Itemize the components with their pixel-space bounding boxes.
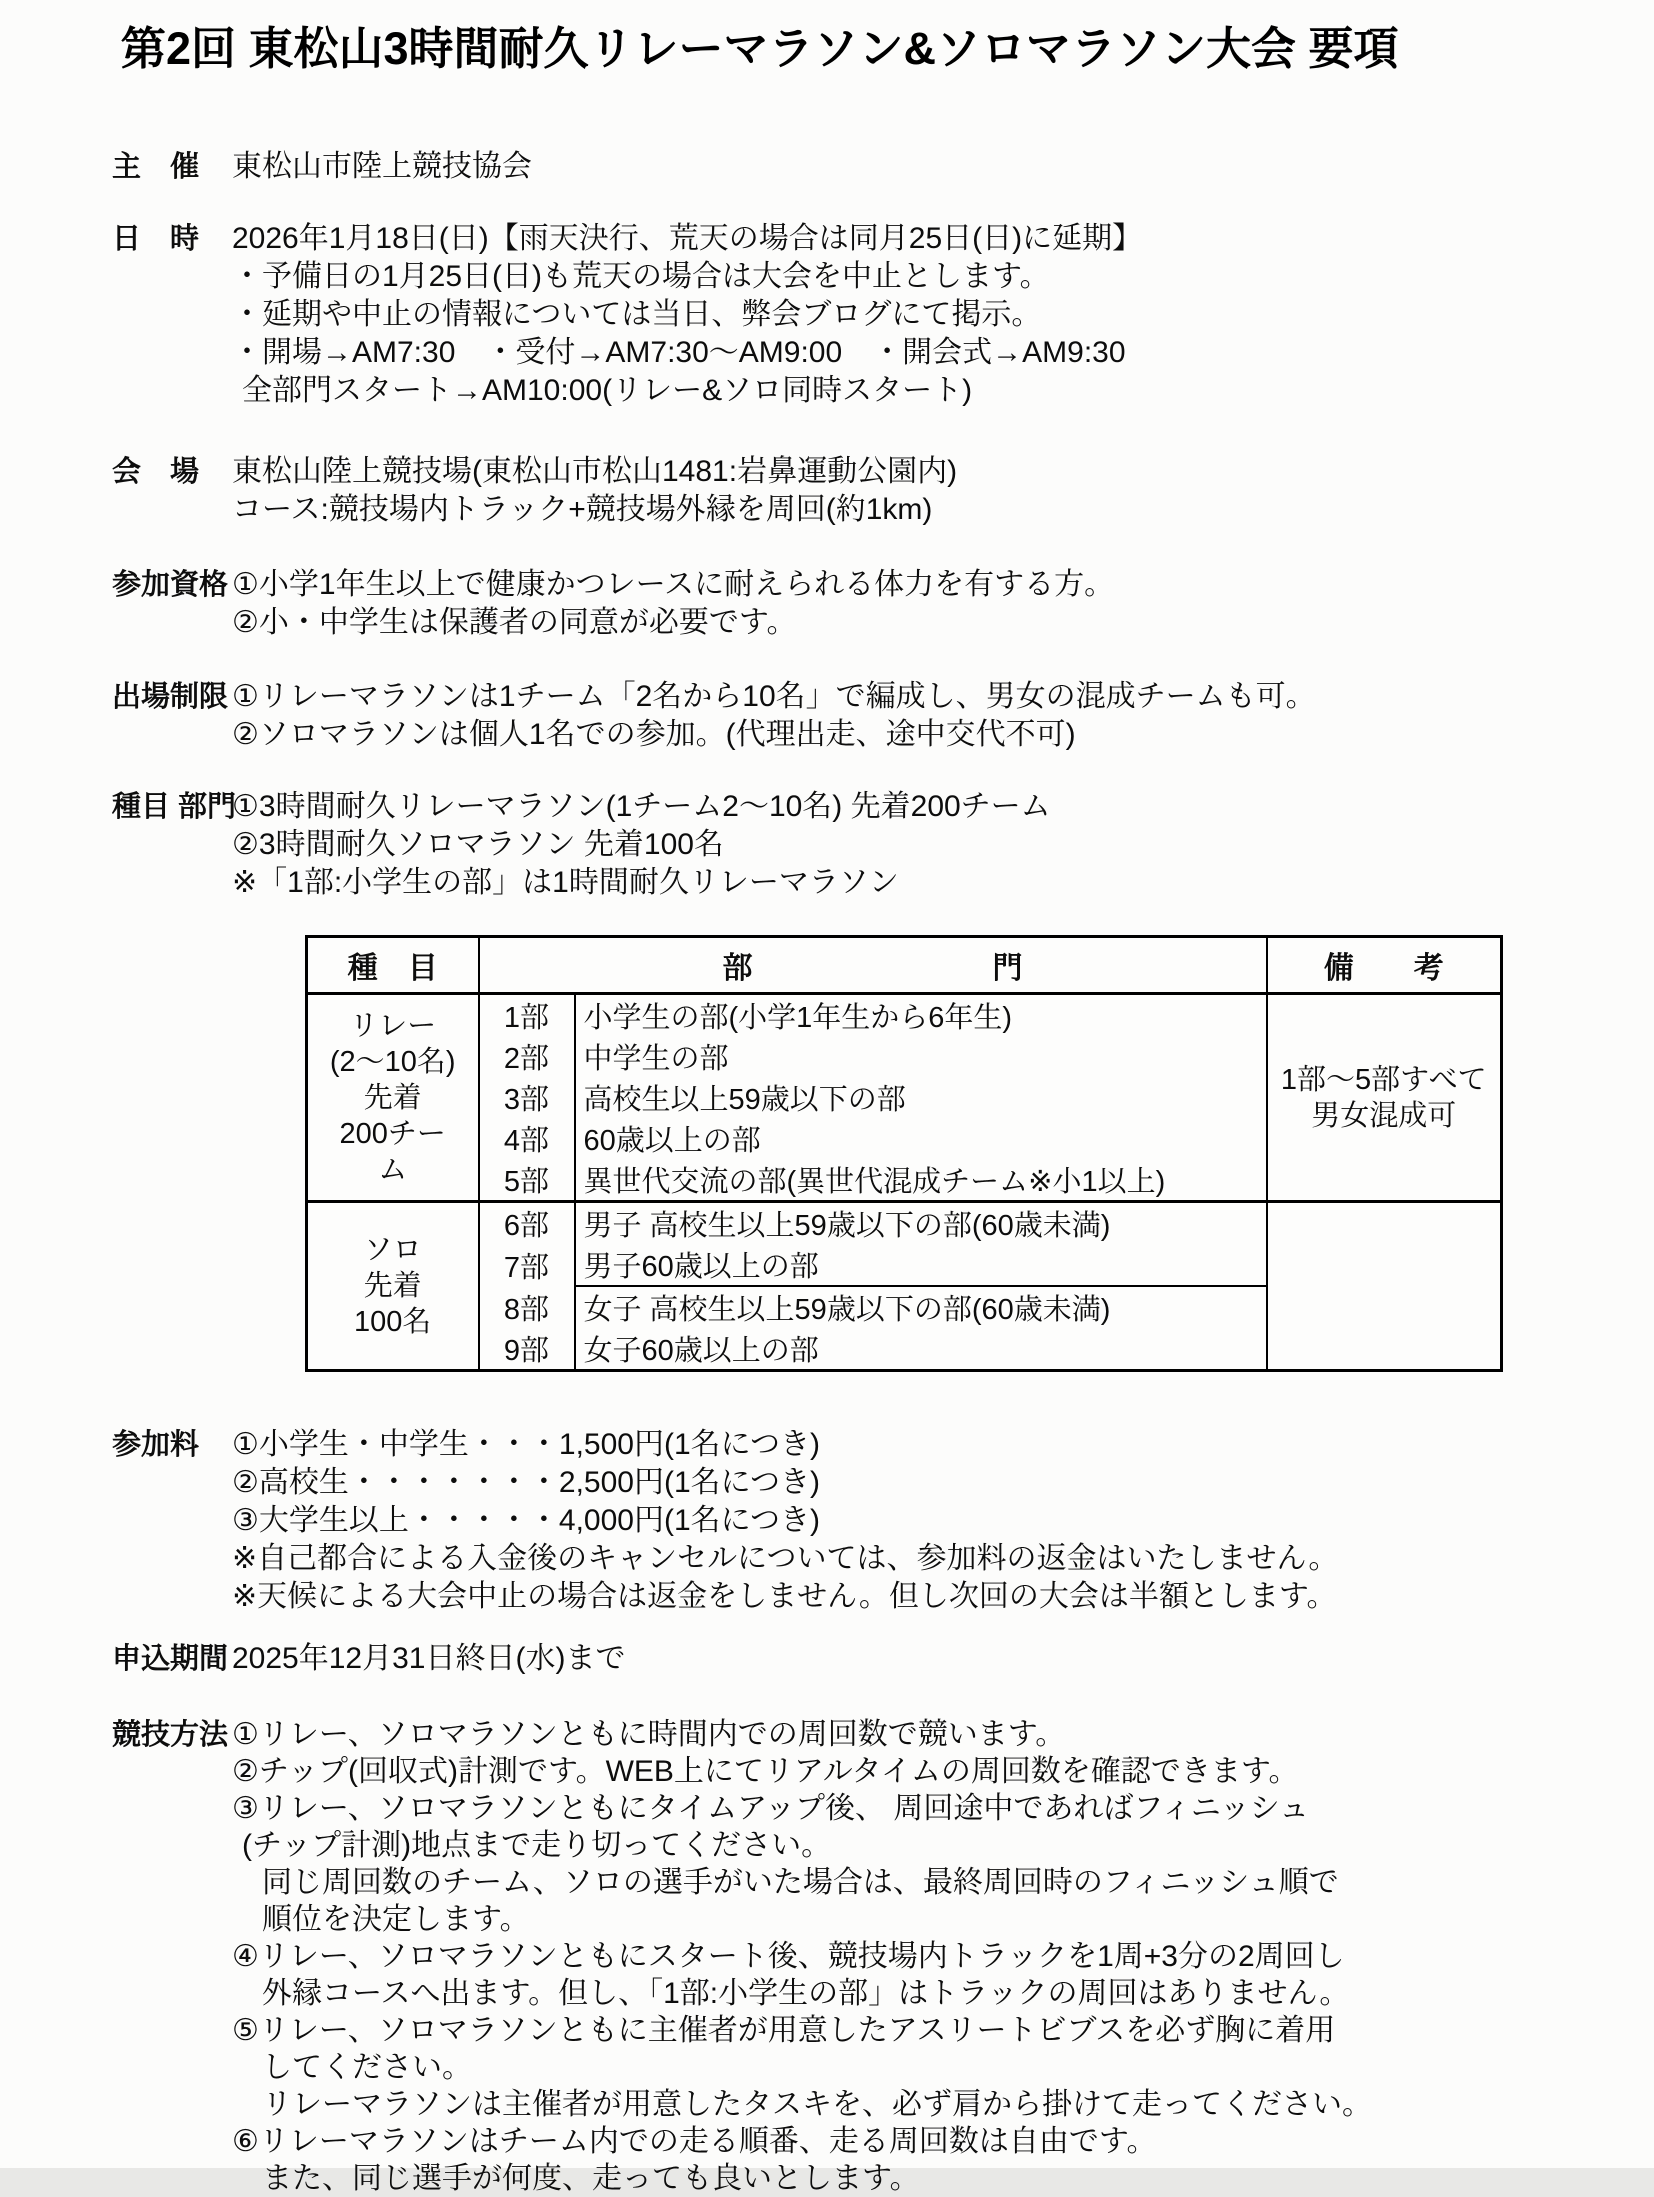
event-relay-line: 200チー — [339, 1117, 446, 1150]
division-name: 男子 高校生以上59歳以下の部(60歳未満) — [575, 1202, 1267, 1245]
category-1: ①3時間耐久リレーマラソン(1チーム2〜10名) 先着200チーム — [232, 790, 1051, 823]
rule-6-cont: また、同じ選手が何度、走っても良いとします。 — [262, 2162, 920, 2195]
section-categories — [0, 788, 1654, 902]
eligibility-1: ①小学1年生以上で健康かつレースに耐えられる体力を有する方。 — [232, 568, 1115, 601]
rule-2: ②チップ(回収式)計測です。WEB上にてリアルタイムの周回数を確認できます。 — [232, 1755, 1299, 1788]
division-number: 2部 — [479, 1036, 575, 1077]
section-application-period — [0, 1640, 1654, 1678]
label-date-time: 日 時 — [112, 223, 200, 255]
label-categories: 種目 部門 — [112, 791, 237, 823]
event-relay-cell — [307, 994, 479, 1202]
division-number: 7部 — [479, 1244, 575, 1286]
category-2: ②3時間耐久ソロマラソン 先着100名 — [232, 828, 724, 861]
event-relay-line: (2〜10名) — [329, 1045, 456, 1078]
label-eligibility: 参加資格 — [112, 569, 229, 601]
col-header-remarks: 備 考 — [1267, 937, 1502, 994]
label-organizer: 主 催 — [112, 151, 200, 183]
division-number: 5部 — [479, 1159, 575, 1202]
rule-3-note-2: 順位を決定します。 — [262, 1903, 530, 1936]
division-number: 3部 — [479, 1077, 575, 1118]
remarks-line: 男女混成可 — [1311, 1099, 1457, 1132]
section-entry-fee — [0, 1426, 1654, 1616]
table-row — [307, 1202, 1502, 1245]
rule-3: ③リレー、ソロマラソンともにタイムアップ後、 周回途中であればフィニッシュ — [232, 1792, 1310, 1825]
application-deadline: 2025年12月31日終日(水)まで — [232, 1642, 626, 1675]
rule-5: ⑤リレー、ソロマラソンともに主催者が用意したアスリートビブスを必ず胸に着用 — [232, 2014, 1336, 2047]
table-header-row — [307, 937, 1502, 994]
division-number: 6部 — [479, 1202, 575, 1245]
section-competition-rules — [0, 1716, 1654, 2197]
remarks-solo-cell — [1267, 1202, 1502, 1371]
event-relay-line: ム — [378, 1153, 408, 1186]
label-competition-rules: 競技方法 — [112, 1719, 229, 1751]
fee-note-1: ※自己都合による入金後のキャンセルについては、参加料の返金はいたしません。 — [232, 1542, 1339, 1575]
restriction-1: ①リレーマラソンは1チーム「2名から10名」で編成し、男女の混成チームも可。 — [232, 680, 1316, 713]
fee-2: ②高校生・・・・・・・2,500円(1名につき) — [232, 1466, 821, 1499]
col-header-event: 種 目 — [307, 937, 479, 994]
fee-1: ①小学生・中学生・・・1,500円(1名につき) — [232, 1428, 821, 1461]
division-number: 1部 — [479, 994, 575, 1037]
organizer-name: 東松山市陸上競技協会 — [232, 150, 532, 183]
event-solo-line: 100名 — [354, 1306, 432, 1338]
division-number: 8部 — [479, 1286, 575, 1328]
table-row — [307, 994, 1502, 1037]
rule-3-note-1: 同じ周回数のチーム、ソロの選手がいた場合は、最終周回時のフィニッシュ順で — [262, 1866, 1339, 1899]
division-name: 60歳以上の部 — [575, 1118, 1267, 1159]
division-name: 高校生以上59歳以下の部 — [575, 1077, 1267, 1118]
division-name: 中学生の部 — [575, 1036, 1267, 1077]
event-solo-line: ソロ — [363, 1234, 422, 1266]
remarks-relay-cell — [1267, 994, 1502, 1202]
col-header-division: 部 門 — [479, 937, 1267, 994]
date-line: 2026年1月18日(日)【雨天決行、荒天の場合は同月25日(日)に延期】 — [232, 222, 1143, 255]
division-number: 4部 — [479, 1118, 575, 1159]
label-entry-fee: 参加料 — [112, 1429, 200, 1461]
start-time-line: 全部門スタート→AM10:00(リレー&ソロ同時スタート) — [242, 374, 973, 407]
fee-note-2: ※天候による大会中止の場合は返金をしません。但し次回の大会は半額とします。 — [232, 1580, 1337, 1613]
division-table — [305, 935, 1503, 1372]
venue-name: 東松山陸上競技場(東松山市松山1481:岩鼻運動公園内) — [232, 455, 958, 488]
section-eligibility — [0, 566, 1654, 642]
event-solo-cell — [307, 1202, 479, 1371]
rule-5-note: リレーマラソンは主催者が用意したタスキを、必ず肩から掛けて走ってください。 — [262, 2088, 1372, 2121]
label-venue: 会 場 — [112, 456, 200, 488]
date-note-1: ・予備日の1月25日(日)も荒天の場合は大会を中止とします。 — [232, 260, 1050, 293]
division-name: 小学生の部(小学1年生から6年生) — [575, 994, 1267, 1037]
event-relay-line: リレー — [349, 1009, 437, 1042]
division-name: 男子60歳以上の部 — [575, 1244, 1267, 1286]
label-application-period: 申込期間 — [112, 1643, 229, 1675]
fee-3: ③大学生以上・・・・・4,000円(1名につき) — [232, 1504, 821, 1537]
event-solo-line: 先着 — [363, 1270, 422, 1302]
rule-4-cont: 外縁コースへ出ます。但し、「1部:小学生の部」はトラックの周回はありません。 — [262, 1977, 1350, 2010]
division-number: 9部 — [479, 1328, 575, 1371]
rule-6: ⑥リレーマラソンはチーム内での走る順番、走る周回数は自由です。 — [232, 2125, 1157, 2158]
page-title: 第2回 東松山3時間耐久リレーマラソン&ソロマラソン大会 要項 — [121, 23, 1399, 74]
division-name: 女子60歳以上の部 — [575, 1328, 1267, 1371]
label-entry-restrictions: 出場制限 — [112, 681, 229, 713]
schedule-line: ・開場→AM7:30 ・受付→AM7:30〜AM9:00 ・開会式→AM9:30 — [232, 336, 1126, 369]
category-note: ※「1部:小学生の部」は1時間耐久リレーマラソン — [232, 866, 899, 899]
event-relay-line: 先着 — [363, 1081, 422, 1114]
section-venue — [0, 453, 1654, 529]
course-line: コース:競技場内トラック+競技場外縁を周回(約1km) — [232, 493, 933, 526]
rule-1: ①リレー、ソロマラソンともに時間内での周回数で競います。 — [232, 1718, 1066, 1751]
division-name: 女子 高校生以上59歳以下の部(60歳未満) — [575, 1286, 1267, 1328]
rule-3-cont: (チップ計測)地点まで走り切ってください。 — [242, 1829, 832, 1862]
section-organizer — [0, 148, 1654, 186]
rule-5-cont: してください。 — [262, 2051, 472, 2084]
restriction-2: ②ソロマラソンは個人1名での参加。(代理出走、途中交代不可) — [232, 718, 1076, 751]
section-entry-restrictions — [0, 678, 1654, 754]
rule-4: ④リレー、ソロマラソンともにスタート後、競技場内トラックを1周+3分の2周回し — [232, 1940, 1345, 1973]
division-name: 異世代交流の部(異世代混成チーム※小1以上) — [575, 1159, 1267, 1202]
section-date-time — [0, 220, 1654, 410]
remarks-line: 1部〜5部すべて — [1280, 1063, 1487, 1096]
date-note-2: ・延期や中止の情報については当日、弊会ブログにて掲示。 — [232, 298, 1042, 331]
eligibility-2: ②小・中学生は保護者の同意が必要です。 — [232, 606, 797, 639]
